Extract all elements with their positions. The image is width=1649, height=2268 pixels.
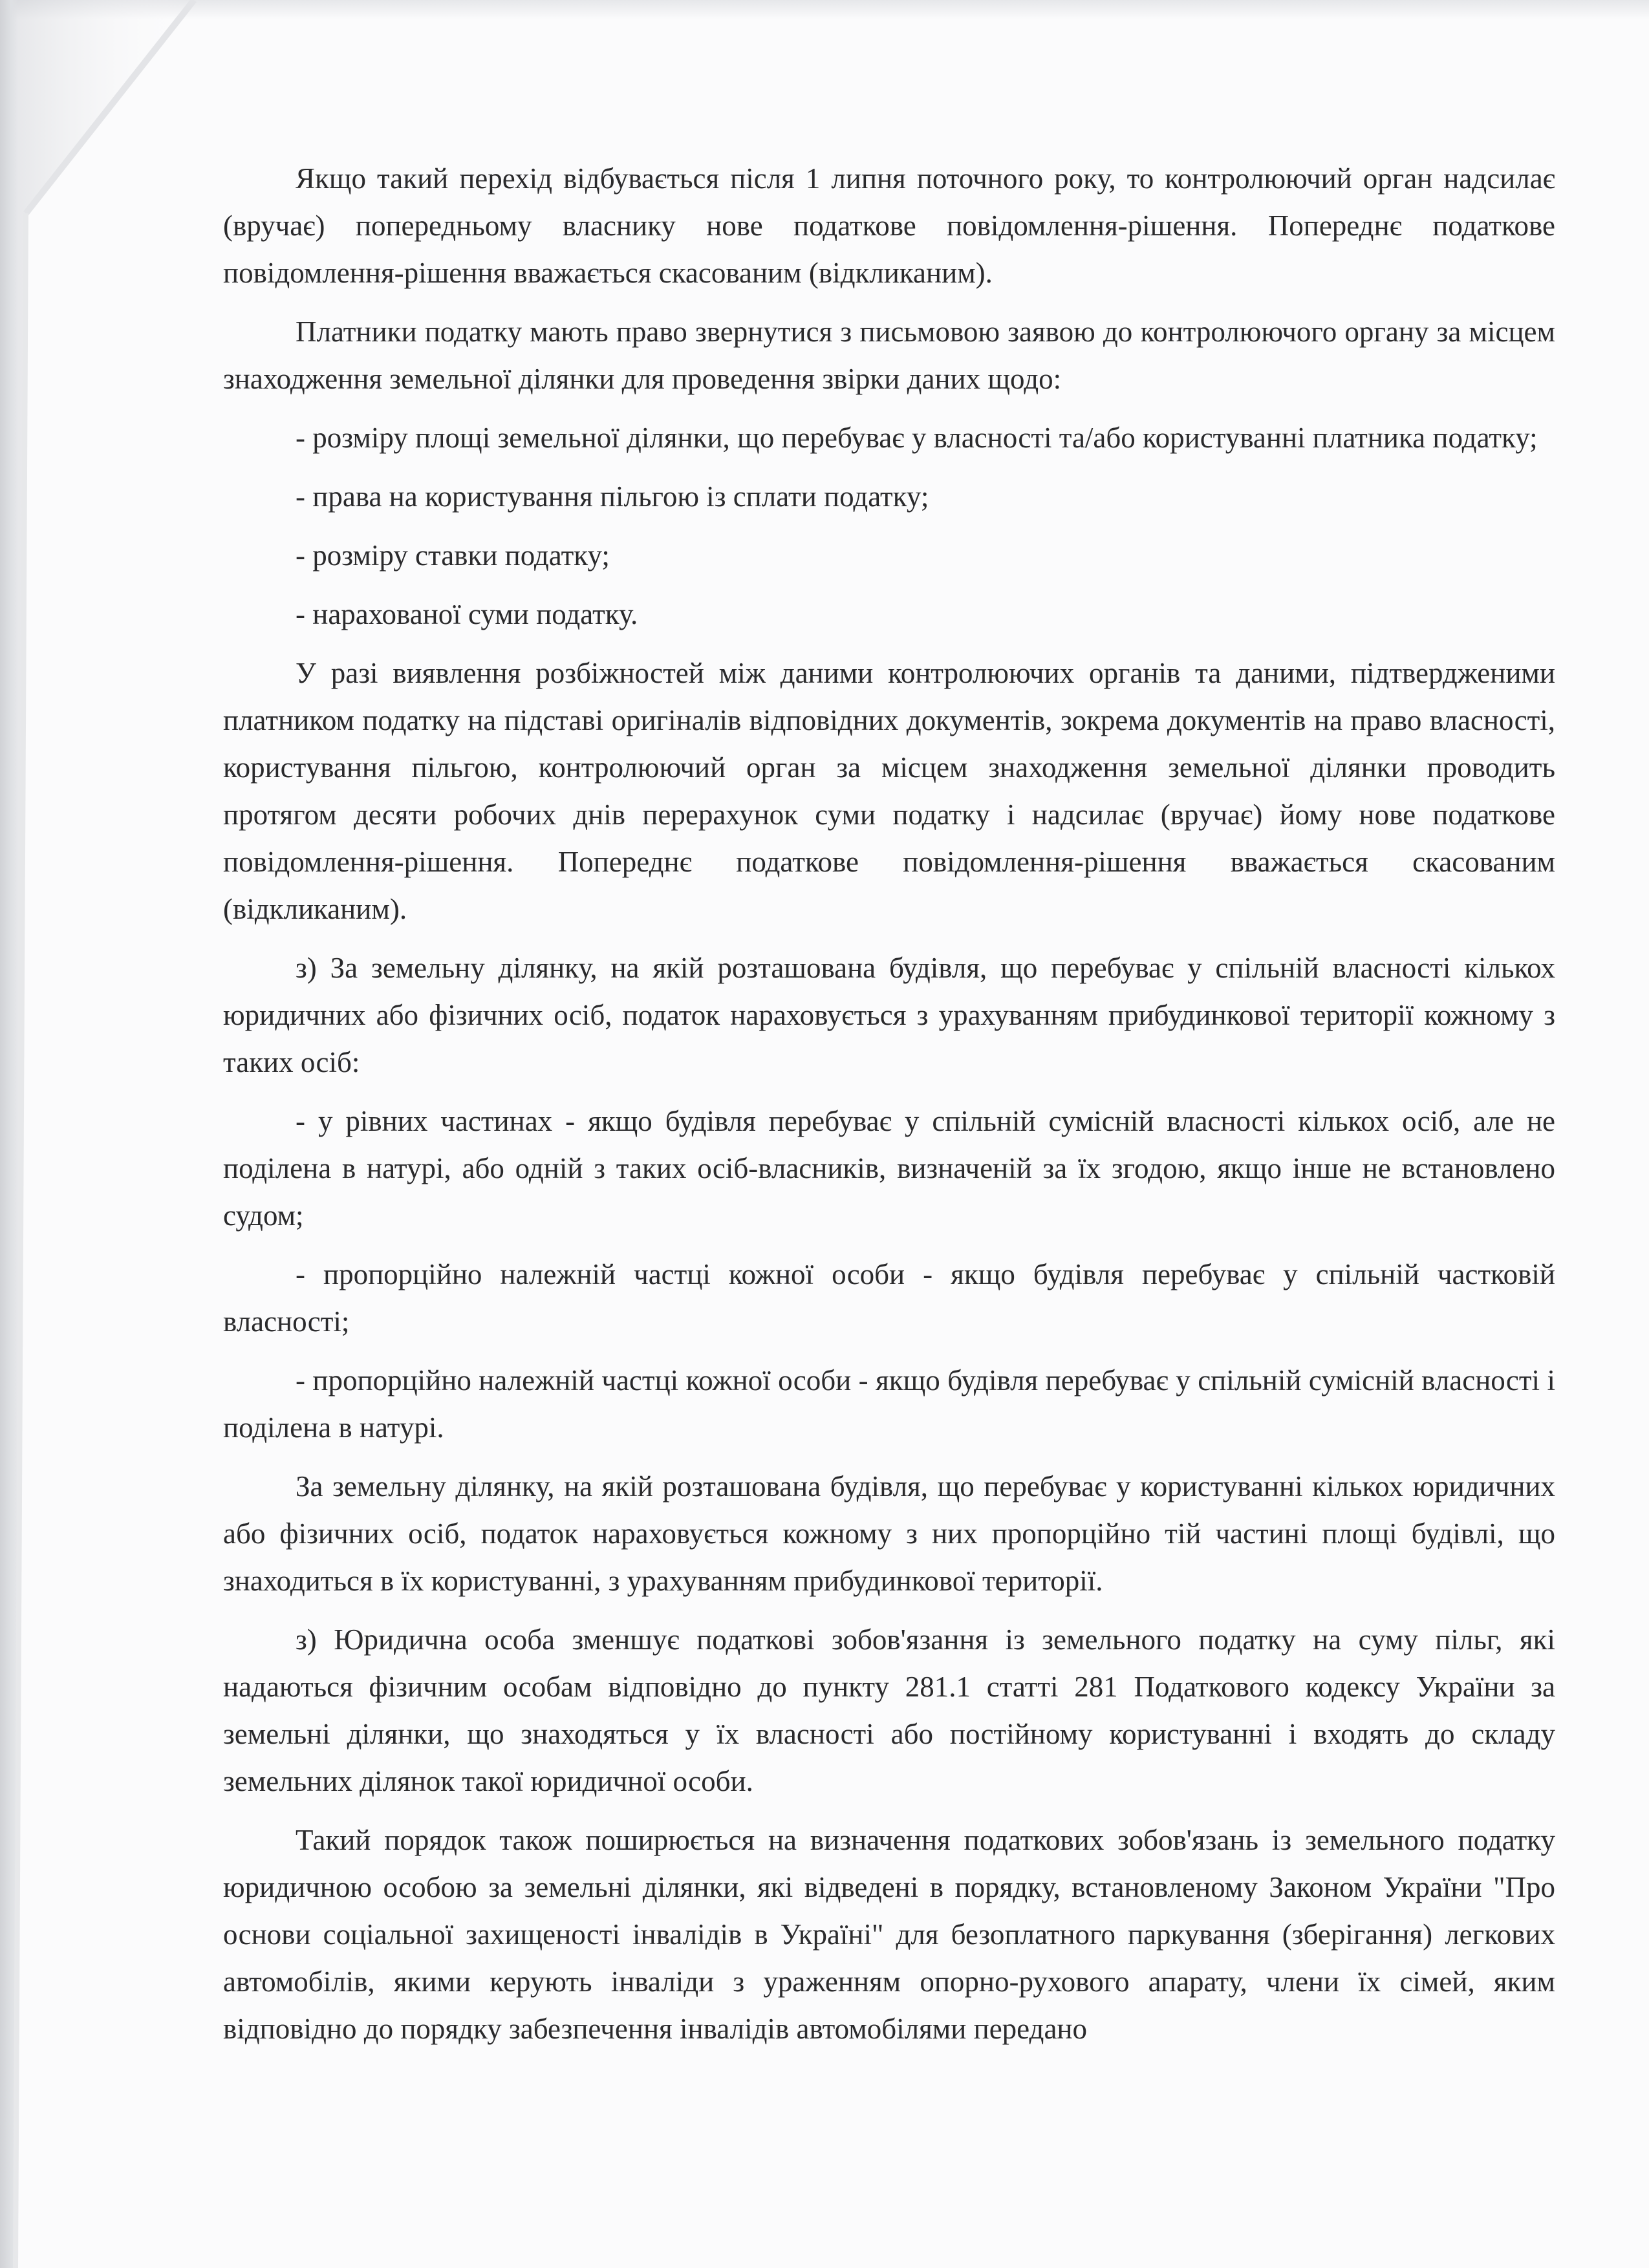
paragraph: У разі виявлення розбіжностей між даними контролюючих органів та даними, підтвердженими платником податку на підставі оригіналів відповідних документів, зокрема документів на право власності, користування пільгою, контролюючий орган за місцем знаходження земельної ділянки проводить протягом десяти робочих днів перерахунок суми податку і надсилає (вручає) йому нове податкове повідомлення-рішення. Попереднє податкове повідомлення-рішення вважається скасованим (відкликаним). [223,657,1555,925]
paragraph: За земельну ділянку, на якій розташована будівля, що перебуває у користуванні кількох юридичних або фізичних осіб, податок нараховується кожному з них пропорційно тій частині площі будівлі, що знаходиться в їх користуванні, з урахуванням прибудинкової території. [223,1470,1555,1597]
list-item: - права на користування пільгою із сплати податку; [296,480,929,513]
list-item: - пропорційно належній частці кожної особи - якщо будівля перебуває у спільній сумісній власності і поділена в натурі. [223,1364,1555,1444]
paragraph: з) За земельну ділянку, на якій розташована будівля, що перебуває у спільній власності кількох юридичних або фізичних осіб, податок нараховується з урахуванням прибудинкової території кожному з таких осіб: [223,952,1555,1078]
paragraph: з) Юридична особа зменшує податкові зобов'язання із земельного податку на суму пільг, які надаються фізичним особам відповідно до пункту 281.1 статті 281 Податкового кодексу України за земельні ділянки, що знаходяться у їх власності або постійному користуванні і входять до складу земельних ділянок такої юридичної особи. [223,1623,1555,1797]
list-item: - у рівних частинах - якщо будівля перебуває у спільній сумісній власності кількох осіб, але не поділена в натурі, або одній з таких осіб-власників, визначеній за їх згодою, якщо інше не встановлено судом; [223,1105,1555,1232]
document-body [223,155,1555,2064]
scan-shadow-top [0,0,1649,19]
paragraph: Платники податку мають право звернутися з письмовою заявою до контролюючого органу за місцем знаходження земельної ділянки для проведення звірки даних щодо: [223,316,1555,395]
scan-shadow-left [0,0,18,2268]
list-item: - пропорційно належній частці кожної особи - якщо будівля перебуває у спільній частковій власності; [223,1258,1555,1338]
paragraph: Такий порядок також поширюється на визначення податкових зобов'язань із земельного податку юридичною особою за земельні ділянки, які відведені в порядку, встановленому Законом України "Про основи соціальної захищеності інвалідів в Україні" для безоплатного паркування (зберігання) легкових автомобілів, якими керують інваліди з ураженням опорно-рухового апарату, члени їх сімей, яким відповідно до порядку забезпечення інвалідів автомобілями передано [223,1824,1555,2045]
paragraph: Якщо такий перехід відбувається після 1 липня поточного року, то контролюючий орган надсилає (вручає) попередньому власнику нове податкове повідомлення-рішення. Попереднє податкове повідомлення-рішення вважається скасованим (відкликаним). [223,162,1555,289]
list-item: - нарахованої суми податку. [296,598,638,630]
list-item: - розміру площі земельної ділянки, що перебуває у власності та/або користуванні платника податку; [296,422,1538,454]
list-item: - розміру ставки податку; [296,539,610,572]
